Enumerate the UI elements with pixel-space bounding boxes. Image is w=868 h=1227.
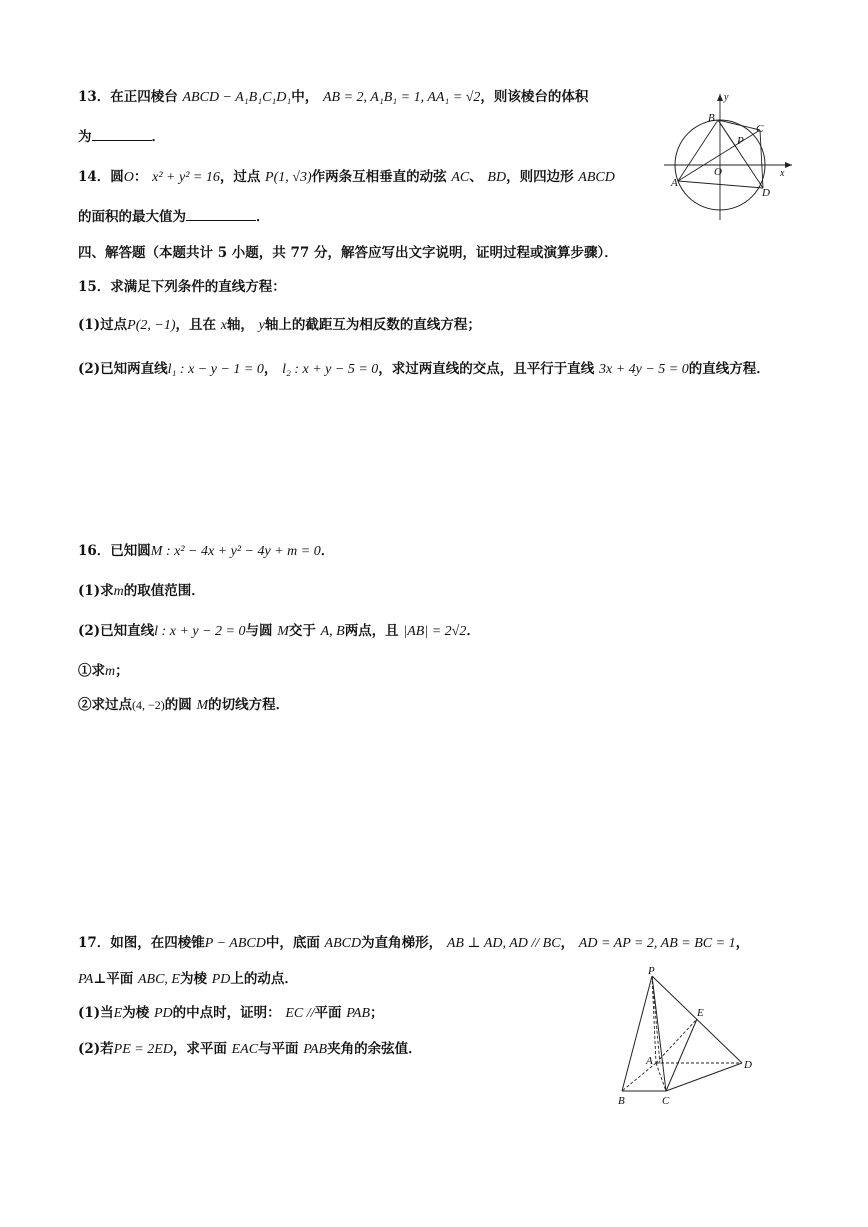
segment-ad bbox=[678, 181, 763, 188]
q16-part2: (2)已知直线l : x + y − 2 = 0与圆 M交于 A, B两点，且 |AB| = 2√2． bbox=[78, 623, 480, 639]
label-y: y bbox=[724, 92, 729, 103]
answer-blank bbox=[92, 126, 152, 141]
label-b: B bbox=[618, 1095, 625, 1107]
edge-pb bbox=[622, 976, 652, 1091]
label-x: x bbox=[780, 168, 785, 179]
segment-bc bbox=[718, 120, 760, 130]
x-axis-arrow bbox=[785, 162, 792, 168]
label-p: P bbox=[648, 965, 655, 977]
label-c: C bbox=[662, 1095, 670, 1107]
segment-cd bbox=[760, 130, 763, 188]
q17-line1: 17．如图，在四棱锥P − ABCD中，底面 ABCD为直角梯形， AB ⊥ AD, AD // BC， AD = AP = 2, AB = BC = 1， bbox=[78, 935, 750, 951]
label-b: B bbox=[708, 112, 715, 124]
q16-sub1: ①求m； bbox=[78, 663, 129, 679]
q13-line2: 为 ． bbox=[78, 126, 165, 148]
section-heading: 四、解答题（本题共计 5 小题，共 77 分，解答应写出文字说明，证明过程或演算步骤）． bbox=[78, 245, 618, 261]
edge-cd bbox=[666, 1063, 742, 1091]
label-c: C bbox=[756, 123, 764, 135]
label-a: A bbox=[646, 1055, 653, 1067]
edge-ab bbox=[622, 1063, 656, 1091]
q16-sub2: ②求过点(4, −2)的圆 M的切线方程． bbox=[78, 697, 290, 713]
q17-line2: PA⊥平面 ABC, E为棱 PD上的动点． bbox=[78, 971, 298, 987]
edge-pc bbox=[652, 976, 666, 1091]
circle-figure bbox=[660, 88, 795, 223]
q15-header: 15．求满足下列条件的直线方程： bbox=[78, 279, 286, 295]
label-d: D bbox=[744, 1059, 752, 1071]
q16-part1: (1)求m的取值范围． bbox=[78, 583, 205, 599]
pyramid-figure bbox=[608, 964, 758, 1106]
q17-part1: (1)当E为棱 PD的中点时，证明： EC //平面 PAB； bbox=[78, 1005, 384, 1021]
q13-solid: ABCD − A₁B₁C₁D₁ bbox=[182, 90, 292, 105]
segment-ab bbox=[678, 120, 718, 181]
q15-part1: (1)过点P(2, −1)，且在 x轴， y轴上的截距互为相反数的直线方程； bbox=[78, 317, 481, 333]
segment-ec bbox=[666, 1019, 697, 1091]
q17-part2: (2)若PE = 2ED，求平面 EAC与平面 PAB夹角的余弦值． bbox=[78, 1041, 422, 1057]
q14-circle-eq: x² + y² = 16 bbox=[152, 170, 220, 185]
label-p: P bbox=[737, 135, 744, 147]
label-e: E bbox=[697, 1007, 704, 1019]
answer-blank bbox=[186, 206, 256, 221]
q14-line1: 14．圆O： x² + y² = 16，过点 P(1, √3)作两条互相垂直的动弦 AC、 BD，则四边形 ABCD bbox=[78, 169, 615, 185]
q14-line2: 的面积的最大值为 ． bbox=[78, 206, 270, 228]
q16-header: 16．已知圆M : x² − 4x + y² − 4y + m = 0． bbox=[78, 543, 335, 559]
q13-line1: 13．在正四棱台 ABCD − A₁B₁C₁D₁中， AB = 2, A₁B₁ = 1, AA₁ = √2，则该棱台的体积 bbox=[78, 89, 589, 105]
label-o: O bbox=[714, 166, 722, 178]
q15-part2: (2)已知两直线l₁ : x − y − 1 = 0， l₂ : x + y − 5 = 0，求过两直线的交点，且平行于直线 3x + 4y − 5 = 0的直线方程． bbox=[78, 361, 770, 377]
y-axis-arrow bbox=[717, 94, 723, 101]
label-d: D bbox=[762, 187, 770, 199]
label-a: A bbox=[671, 177, 678, 189]
q13-condition: AB = 2, A₁B₁ = 1, AA₁ = √2 bbox=[322, 90, 481, 105]
